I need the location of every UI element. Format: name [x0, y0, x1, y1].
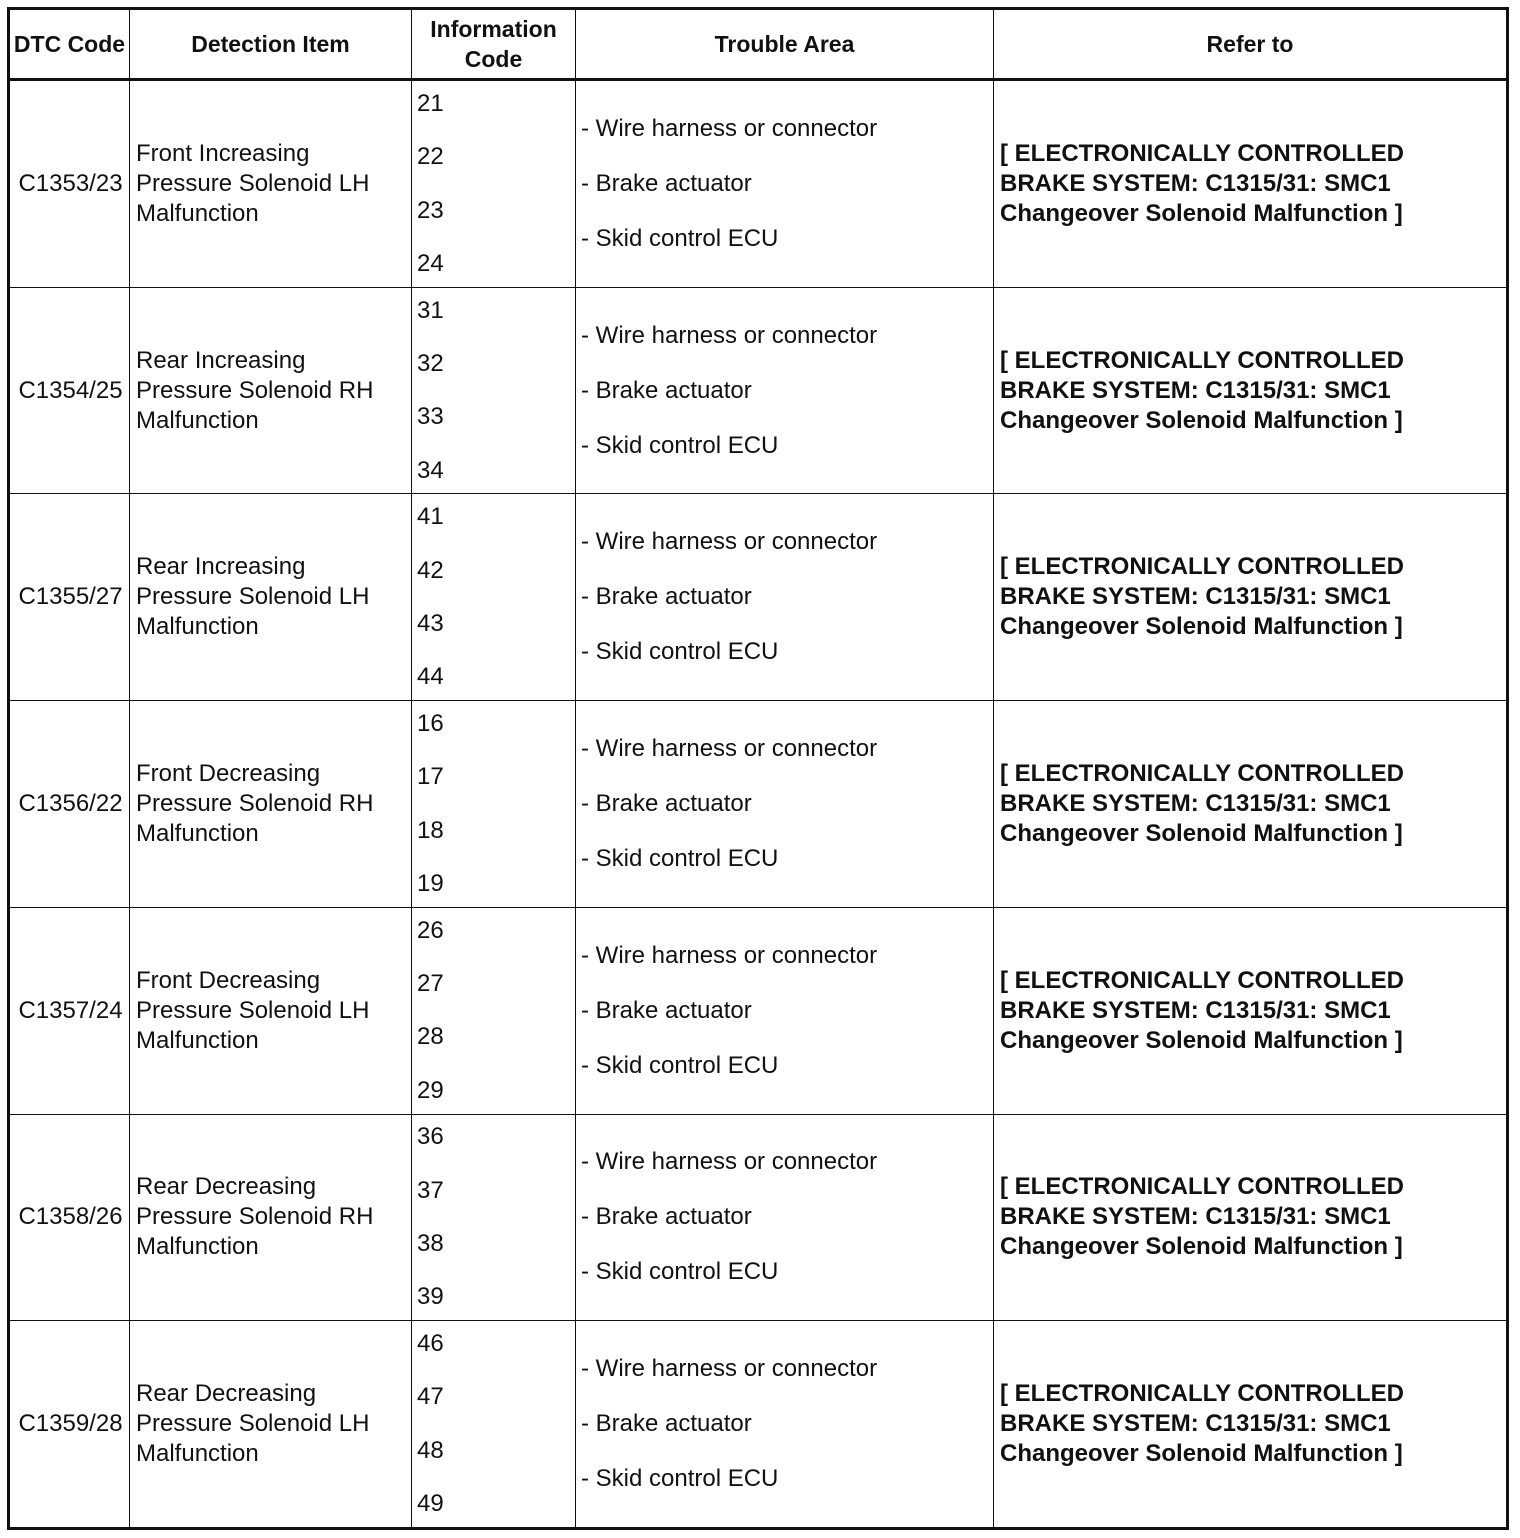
refer-to-line: Changeover Solenoid Malfunction ]: [1000, 1233, 1403, 1261]
detection-item-line: Rear Increasing: [136, 346, 306, 374]
information-code-cell: [412, 494, 576, 701]
table-row: [9, 287, 1508, 494]
information-code-list: [417, 1329, 575, 1519]
detection-item-cell: [130, 80, 412, 288]
table-row: [9, 701, 1508, 908]
information-code-item: 21: [417, 89, 444, 117]
refer-to-line: [ ELECTRONICALLY CONTROLLED: [1000, 139, 1405, 167]
information-code-item: 26: [417, 916, 444, 944]
detection-item-line: Front Decreasing: [136, 759, 321, 787]
trouble-area-cell: [576, 287, 994, 494]
trouble-area-cell: [576, 907, 994, 1114]
trouble-area-cell: [576, 1114, 994, 1321]
trouble-area-item: - Skid control ECU: [581, 1465, 779, 1493]
detection-item-line: Malfunction: [136, 199, 259, 227]
trouble-area-cell: [576, 701, 994, 908]
trouble-area-list: [581, 321, 993, 461]
table-row: [9, 1321, 1508, 1529]
information-code-cell: [412, 80, 576, 288]
trouble-area-item: - Wire harness or connector: [581, 321, 878, 349]
dtc-code-cell: C1357/24: [9, 907, 130, 1114]
detection-item-line: Pressure Solenoid LH: [136, 1410, 370, 1438]
trouble-area-list: [581, 1354, 993, 1494]
detection-item-line: Rear Decreasing: [136, 1173, 317, 1201]
refer-to-cell: [994, 1321, 1508, 1529]
trouble-area-item: - Brake actuator: [581, 1203, 752, 1231]
trouble-area-list: [581, 114, 993, 254]
refer-to-line: [ ELECTRONICALLY CONTROLLED: [1000, 346, 1405, 374]
information-code-item: 18: [417, 816, 444, 844]
refer-to-line: BRAKE SYSTEM: C1315/31: SMC1: [1000, 1203, 1391, 1231]
refer-to-link[interactable]: [1000, 1172, 1506, 1262]
trouble-area-item: - Brake actuator: [581, 996, 752, 1024]
dtc-code-cell: C1356/22: [9, 701, 130, 908]
refer-to-line: BRAKE SYSTEM: C1315/31: SMC1: [1000, 169, 1391, 197]
detection-item-line: Pressure Solenoid RH: [136, 376, 374, 404]
information-code-item: 48: [417, 1436, 444, 1464]
header-row: [9, 9, 1508, 80]
information-code-item: 47: [417, 1383, 444, 1411]
trouble-area-item: - Brake actuator: [581, 789, 752, 817]
refer-to-line: Changeover Solenoid Malfunction ]: [1000, 1026, 1403, 1054]
trouble-area-item: - Skid control ECU: [581, 224, 779, 252]
information-code-list: [417, 502, 575, 692]
information-code-item: 42: [417, 556, 444, 584]
refer-to-line: [ ELECTRONICALLY CONTROLLED: [1000, 966, 1405, 994]
information-code-item: 34: [417, 456, 444, 484]
trouble-area-list: [581, 527, 993, 667]
trouble-area-cell: [576, 494, 994, 701]
information-code-list: [417, 709, 575, 899]
information-code-list: [417, 89, 575, 279]
information-code-item: 31: [417, 296, 444, 324]
trouble-area-cell: [576, 80, 994, 288]
detection-item-line: Front Increasing: [136, 139, 310, 167]
information-code-item: 41: [417, 503, 444, 531]
refer-to-line: Changeover Solenoid Malfunction ]: [1000, 406, 1403, 434]
detection-item-line: Pressure Solenoid LH: [136, 996, 370, 1024]
trouble-area-item: - Wire harness or connector: [581, 941, 878, 969]
refer-to-line: BRAKE SYSTEM: C1315/31: SMC1: [1000, 789, 1391, 817]
information-code-item: 17: [417, 763, 444, 791]
information-code-item: 32: [417, 349, 444, 377]
refer-to-link[interactable]: [1000, 139, 1506, 229]
trouble-area-item: - Skid control ECU: [581, 1258, 779, 1286]
information-code-cell: [412, 1321, 576, 1529]
trouble-area-item: - Skid control ECU: [581, 638, 779, 666]
refer-to-cell: [994, 494, 1508, 701]
trouble-area-item: - Wire harness or connector: [581, 114, 878, 142]
header-detection-item: Detection Item: [130, 9, 412, 80]
information-code-item: 37: [417, 1176, 444, 1204]
information-code-item: 16: [417, 709, 444, 737]
detection-item-line: Rear Increasing: [136, 553, 306, 581]
trouble-area-item: - Brake actuator: [581, 1410, 752, 1438]
information-code-item: 44: [417, 663, 444, 691]
detection-item-line: Malfunction: [136, 406, 259, 434]
detection-item-line: Malfunction: [136, 1026, 259, 1054]
information-code-item: 28: [417, 1023, 444, 1051]
refer-to-line: Changeover Solenoid Malfunction ]: [1000, 199, 1403, 227]
table-row: [9, 494, 1508, 701]
trouble-area-item: - Wire harness or connector: [581, 1148, 878, 1176]
detection-item-cell: [130, 1321, 412, 1529]
refer-to-line: [ ELECTRONICALLY CONTROLLED: [1000, 553, 1405, 581]
refer-to-link[interactable]: [1000, 1379, 1506, 1469]
trouble-area-list: [581, 1147, 993, 1287]
information-code-item: 24: [417, 249, 444, 277]
detection-item-cell: [130, 907, 412, 1114]
dtc-code-cell: C1359/28: [9, 1321, 130, 1529]
dtc-code-cell: C1353/23: [9, 80, 130, 288]
table-body: [9, 80, 1508, 1529]
refer-to-cell: [994, 287, 1508, 494]
dtc-code-cell: C1354/25: [9, 287, 130, 494]
trouble-area-list: [581, 734, 993, 874]
refer-to-line: Changeover Solenoid Malfunction ]: [1000, 819, 1403, 847]
information-code-list: [417, 296, 575, 486]
refer-to-line: [ ELECTRONICALLY CONTROLLED: [1000, 759, 1405, 787]
refer-to-line: BRAKE SYSTEM: C1315/31: SMC1: [1000, 1410, 1391, 1438]
detection-item-line: Malfunction: [136, 613, 259, 641]
information-code-item: 43: [417, 609, 444, 637]
refer-to-cell: [994, 1114, 1508, 1321]
information-code-item: 36: [417, 1123, 444, 1151]
detection-item-cell: [130, 494, 412, 701]
dtc-code-cell: C1355/27: [9, 494, 130, 701]
table-row: [9, 80, 1508, 288]
detection-item-line: Pressure Solenoid LH: [136, 169, 370, 197]
detection-item-line: Malfunction: [136, 1440, 259, 1468]
information-code-cell: [412, 287, 576, 494]
detection-item-line: Rear Decreasing: [136, 1380, 317, 1408]
table-header: [9, 9, 1508, 80]
header-refer-to: Refer to: [994, 9, 1508, 80]
refer-to-line: [ ELECTRONICALLY CONTROLLED: [1000, 1173, 1405, 1201]
trouble-area-item: - Brake actuator: [581, 376, 752, 404]
information-code-list: [417, 1122, 575, 1312]
information-code-item: 33: [417, 403, 444, 431]
information-code-item: 27: [417, 970, 444, 997]
trouble-area-item: - Skid control ECU: [581, 1051, 779, 1079]
refer-to-line: BRAKE SYSTEM: C1315/31: SMC1: [1000, 376, 1391, 404]
header-information-code: Information Code: [412, 9, 576, 80]
trouble-area-cell: [576, 1321, 994, 1529]
refer-to-line: BRAKE SYSTEM: C1315/31: SMC1: [1000, 583, 1391, 611]
information-code-cell: [412, 701, 576, 908]
information-code-item: 19: [417, 869, 444, 897]
detection-item-line: Pressure Solenoid LH: [136, 583, 370, 611]
refer-to-line: Changeover Solenoid Malfunction ]: [1000, 613, 1403, 641]
trouble-area-item: - Wire harness or connector: [581, 1355, 878, 1383]
refer-to-cell: [994, 701, 1508, 908]
information-code-cell: [412, 907, 576, 1114]
information-code-item: 39: [417, 1283, 444, 1311]
header-dtc-code: DTC Code: [9, 9, 130, 80]
dtc-code-cell: C1358/26: [9, 1114, 130, 1321]
refer-to-link[interactable]: [1000, 346, 1506, 436]
detection-item-line: Malfunction: [136, 819, 259, 847]
refer-to-link[interactable]: [1000, 759, 1506, 849]
detection-item-cell: [130, 287, 412, 494]
header-trouble-area: Trouble Area: [576, 9, 994, 80]
table-row: [9, 1114, 1508, 1321]
trouble-area-item: - Skid control ECU: [581, 844, 779, 872]
trouble-area-item: - Wire harness or connector: [581, 734, 878, 762]
table-row: [9, 907, 1508, 1114]
information-code-item: 22: [417, 143, 444, 171]
refer-to-line: Changeover Solenoid Malfunction ]: [1000, 1440, 1403, 1468]
detection-item-line: Pressure Solenoid RH: [136, 789, 374, 817]
trouble-area-item: - Brake actuator: [581, 169, 752, 197]
refer-to-line: [ ELECTRONICALLY CONTROLLED: [1000, 1380, 1405, 1408]
refer-to-cell: [994, 907, 1508, 1114]
information-code-list: [417, 916, 575, 1106]
trouble-area-list: [581, 941, 993, 1081]
detection-item-line: Malfunction: [136, 1233, 259, 1261]
information-code-item: 23: [417, 196, 444, 224]
trouble-area-item: - Skid control ECU: [581, 431, 779, 459]
information-code-item: 46: [417, 1330, 444, 1358]
refer-to-cell: [994, 80, 1508, 288]
trouble-area-item: - Wire harness or connector: [581, 528, 878, 556]
information-code-cell: [412, 1114, 576, 1321]
detection-item-line: Front Decreasing: [136, 966, 321, 994]
dtc-table: [7, 7, 1509, 1530]
refer-to-line: BRAKE SYSTEM: C1315/31: SMC1: [1000, 996, 1391, 1024]
refer-to-link[interactable]: [1000, 966, 1506, 1056]
detection-item-cell: [130, 701, 412, 908]
trouble-area-item: - Brake actuator: [581, 583, 752, 611]
detection-item-line: Pressure Solenoid RH: [136, 1203, 374, 1231]
detection-item-cell: [130, 1114, 412, 1321]
information-code-item: 38: [417, 1230, 444, 1258]
refer-to-link[interactable]: [1000, 552, 1506, 642]
information-code-item: 29: [417, 1076, 444, 1104]
information-code-item: 49: [417, 1490, 444, 1518]
